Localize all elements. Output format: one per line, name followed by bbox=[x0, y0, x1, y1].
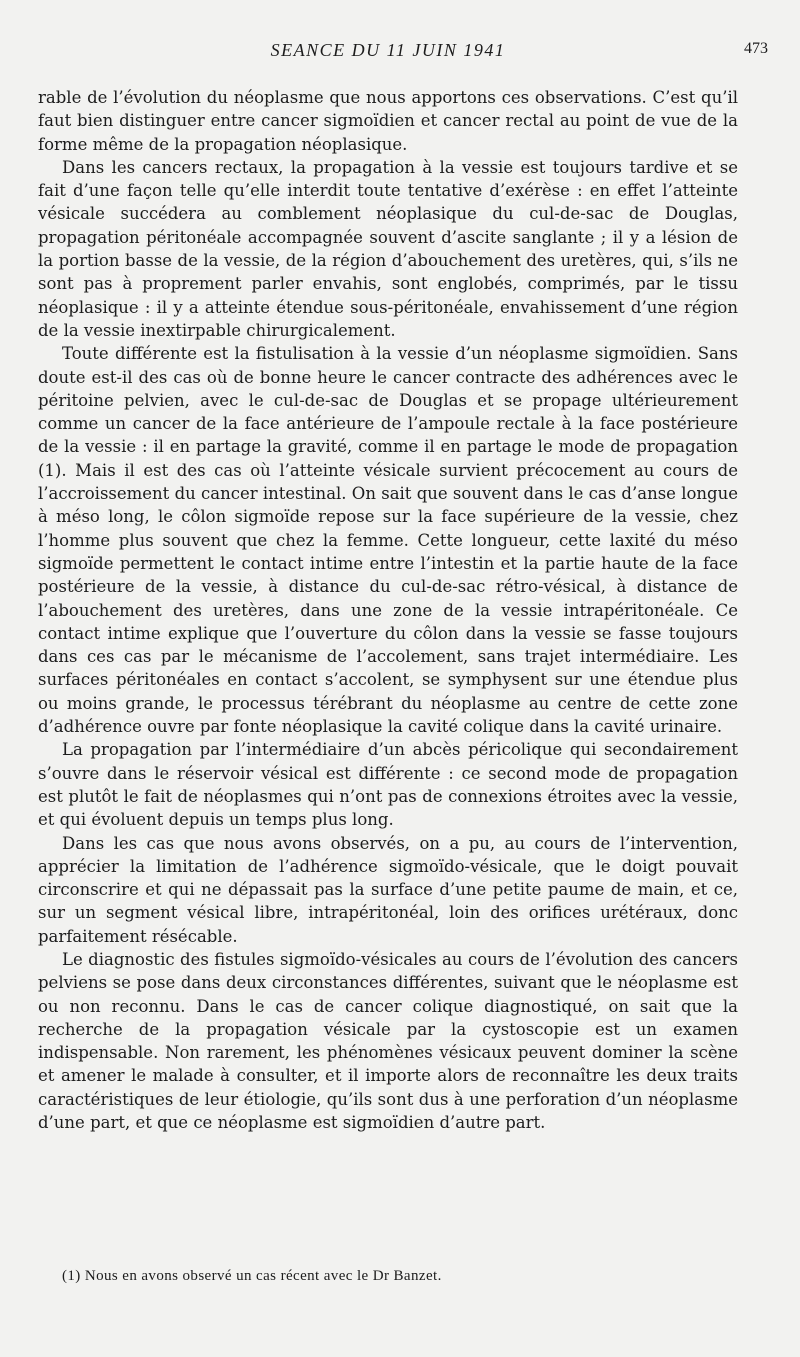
footnote: (1) Nous en avons observé un cas récent avec le Dr Banzet. bbox=[62, 1268, 442, 1284]
page-number: 473 bbox=[744, 40, 768, 57]
running-header bbox=[38, 40, 768, 64]
paragraph-3: Toute différente est la fistulisation à la vessie d’un néoplasme sigmoïdien. Sans doute est-il des cas où de bonne heure le cancer contracte des adhérences avec le péritoine pelvien, avec le cul-de-sac de Douglas et se propage ultérieurement comme un cancer de la face antérieure de l’ampoule rectale à la face postérieure de la vessie : il en partage la gravité, comme il en partage le mode de propagation (1). Mais il est des cas où l’atteinte vésicale survient précocement au cours de l’accroissement du cancer intestinal. On sait que souvent dans le cas d’anse longue à méso long, le côlon sigmoïde repose sur la face supérieure de la vessie, chez l’homme plus souvent que chez la femme. Cette longueur, cette laxité du méso sigmoïde permettent le contact intime entre l’intestin et la partie haute de la face postérieure de la vessie, à distance du cul-de-sac rétro-vésical, à distance de l’abouchement des uretères, dans une zone de la vessie intrapéritonéale. Ce contact intime explique que l’ouverture du côlon dans la vessie se fasse toujours dans ces cas par le mécanisme de l’accolement, sans trajet intermédiaire. Les surfaces péritonéales en contact s’accolent, se symphysent sur une étendue plus ou moins grande, le processus térébrant du néoplasme au centre de cette zone d’adhérence ouvre par fonte néoplasique la cavité colique dans la cavité urinaire. bbox=[38, 344, 738, 737]
paragraph-2: Dans les cancers rectaux, la propagation à la vessie est toujours tardive et se fait d’une façon telle qu’elle interdit toute tentative d’exérèse : en effet l’atteinte vésicale succédera au comblement néoplasique du cul-de-sac de Douglas, propagation péritonéale accompagnée souvent d’ascite sanglante ; il y a lésion de la portion basse de la vessie, de la région d’abouchement des uretères, qui, s’ils ne sont pas à proprement parler envahis, sont englobés, comprimés, par le tissu néoplasique : il y a atteinte étendue sous-péritonéale, envahissement d’une région de la vessie inextirpable chirurgicalement. bbox=[38, 157, 738, 340]
paragraph-1: rable de l’évolution du néoplasme que nous apportons ces observations. C’est qu’il faut bien distinguer entre cancer sigmoïdien et cancer rectal au point de vue de la forme même de la propagation néoplasique. bbox=[38, 88, 738, 154]
paragraph-5: Dans les cas que nous avons observés, on a pu, au cours de l’intervention, apprécier la limitation de l’adhérence sigmoïdo-vésicale, que le doigt pouvait circonscrire et qui ne dépassait pas la surface d’une petite paume de main, et ce, sur un segment vésical libre, intrapéritonéal, loin des orifices urétéraux, donc parfaitement résécable. bbox=[38, 833, 738, 946]
running-title: SEANCE DU 11 JUIN 1941 bbox=[270, 40, 506, 60]
body-text bbox=[38, 86, 738, 1134]
paragraph-6: Le diagnostic des fistules sigmoïdo-vésicales au cours de l’évolution des cancers pelviens se pose dans deux circonstances différentes, suivant que le néoplasme est ou non reconnu. Dans le cas de cancer colique diagnostiqué, on sait que la recherche de la propagation vésicale par la cystoscopie est un examen indispensable. Non rarement, les phénomènes vésicaux peuvent dominer la scène et amener le malade à consulter, et il importe alors de reconnaître les deux traits caractéristiques de leur étiologie, qu’ils sont dus à une perforation d’un néoplasme d’une part, et que ce néoplasme est sigmoïdien d’autre part. bbox=[38, 949, 738, 1133]
paragraph-4: La propagation par l’intermédiaire d’un abcès péricolique qui secondairement s’ouvre dans le réservoir vésical est différente : ce second mode de propagation est plutôt le fait de néoplasmes qui n’ont pas de connexions étroites avec la vessie, et qui évoluent depuis un temps plus long. bbox=[38, 740, 738, 830]
